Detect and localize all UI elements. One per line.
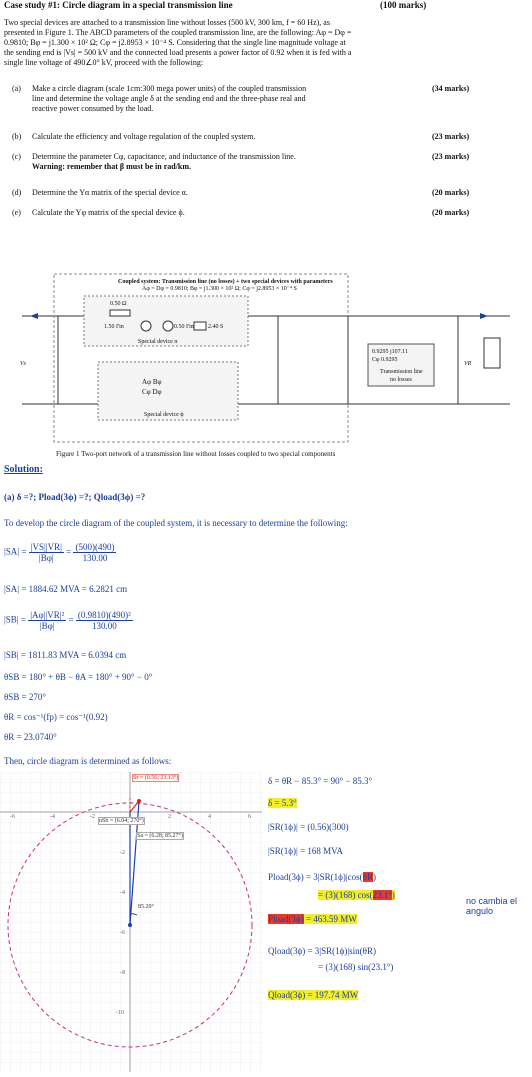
vs-label: Vs xyxy=(20,361,26,367)
pload-substitution: = (3)(168) cos(23.1°) xyxy=(318,890,395,900)
question-marks: (23 marks) xyxy=(432,132,470,141)
solution-heading: Solution: xyxy=(4,464,43,475)
sr-value: |SR(1ϕ)| = 168 MVA xyxy=(268,846,344,856)
tl-matrix-row2: Cφ 0.9295 xyxy=(372,357,398,363)
y-tick: -6 xyxy=(120,930,125,936)
question-line: line and determine the voltage angle δ at the sending end and the three-phase real and xyxy=(32,94,306,103)
case-title: Case study #1: Circle diagram in a special transmission line xyxy=(4,0,233,10)
sa-point-label: Sa = (6.28; 85.27°) xyxy=(137,833,183,839)
intro-line: Two special devices are attached to a transmission line without losses (500 kV, 300 km, f = 60 Hz), as xyxy=(4,18,330,27)
theta-r-value: θR = 23.0740° xyxy=(4,732,57,742)
y-tick: -4 xyxy=(120,890,125,896)
question-letter: (a) xyxy=(12,84,21,93)
question-line: Make a circle diagram (scale 1cm:300 mega power units) of the coupled transmission xyxy=(32,84,307,93)
sr-formula: |SR(1ϕ)| = (0.56)(300) xyxy=(268,822,349,832)
resistor-label: 0.50 Ω xyxy=(110,301,127,307)
tl-matrix-row1: 0.9295 j107.11 xyxy=(372,349,408,355)
theta-r-formula: θR = cos⁻¹(fp) = cos⁻¹(0.92) xyxy=(4,712,108,722)
sa-result: |SA| = 1884.62 MVA = 6.2821 cm xyxy=(4,584,128,594)
theta-sb-value: θSB = 270° xyxy=(4,692,46,702)
question-line: Calculate the efficiency and voltage regulation of the coupled system. xyxy=(32,132,256,141)
sr-point-label: Sr = (0.56; 23.13°) xyxy=(133,775,179,781)
question-line: Warning: remember that β must be in rad/km. xyxy=(32,162,192,171)
tl-caption-2: no losses xyxy=(390,377,412,383)
intro-line: presented in Figure 1. The ABCD parameters of the coupled transmission line, are the following: Aφ = Dφ = xyxy=(4,28,352,37)
figure-caption: Figure 1 Two-port network of a transmission line without losses coupled to two special components xyxy=(56,450,336,458)
circle-diagram xyxy=(0,772,262,1072)
x-tick: 6 xyxy=(248,814,251,820)
intro-line: 0.9810; Bφ = j1.300 × 10² Ω; Cφ = j2.8953 × 10⁻⁴ S. Considering that the single line magnitude voltage at xyxy=(4,38,346,47)
question-marks: (20 marks) xyxy=(432,208,470,217)
delta-value: δ = 5.3° xyxy=(268,798,297,808)
current-source-label: 0.50 I'in xyxy=(174,324,194,330)
question-letter: (c) xyxy=(12,152,21,161)
qload-value: Qload(3ϕ) = 197.74 MW xyxy=(268,990,359,1000)
intro-paragraph xyxy=(4,18,524,68)
x-tick: 2 xyxy=(168,814,171,820)
question-text xyxy=(32,188,412,198)
admittance-label: 2.40 S xyxy=(208,324,224,330)
question-text xyxy=(32,84,412,114)
question-letter: (d) xyxy=(12,188,22,197)
delta-formula: δ = θR − 85.3° = 90° − 85.3° xyxy=(268,776,373,786)
sb-formula: |SB| = $\frac{\text{|Aφ||VR|²}}{|B\varphi|}$ = $\frac{\text{(0.9810)(490)²}}{130.00}$ xyxy=(4,610,131,631)
pload-value: Pload(3ϕ) = 463.59 MW xyxy=(268,914,357,924)
part-a-heading: (a) δ =?; Pload(3ϕ) =?; Qload(3ϕ) =? xyxy=(4,492,146,502)
two-port-network-diagram xyxy=(18,272,514,448)
question-line: Calculate the Yφ matrix of the special device ϕ. xyxy=(32,208,185,217)
x-tick: -4 xyxy=(50,814,55,820)
figure-header-2: Aφ = Dφ = 0.9810; Bφ = j1.300 × 10² Ω; Cφ = j2.8953 × 10⁻⁴ S xyxy=(142,286,297,292)
x-tick: -2 xyxy=(90,814,95,820)
question-marks: (20 marks) xyxy=(432,188,470,197)
vr-label: VR xyxy=(464,361,472,367)
qload-formula: Qload(3ϕ) = 3|SR(1ϕ)|sin(θR) xyxy=(268,946,376,956)
y-tick: -2 xyxy=(120,850,125,856)
question-line: Determine the parameter Cφ, capacitance, and inductance of the transmission line. xyxy=(32,152,296,161)
question-letter: (b) xyxy=(12,132,22,141)
qload-substitution: = (3)(168) sin(23.1°) xyxy=(318,962,394,972)
then-text: Then, circle diagram is determined as follows: xyxy=(4,756,172,766)
question-text xyxy=(32,152,412,172)
question-letter: (e) xyxy=(12,208,21,217)
intro-line: the sending end is |Vs| = 500 kV and the connected load presents a power factor of 0.92 when it is fed with a xyxy=(4,48,352,57)
y-tick: -8 xyxy=(120,970,125,976)
device-phi-label: Special device ϕ xyxy=(144,412,184,418)
source-label: 1.50 I'in xyxy=(104,324,124,330)
handwritten-note: no cambia el angulo xyxy=(466,896,518,916)
y-tick: -10 xyxy=(116,1010,124,1016)
x-tick: 4 xyxy=(208,814,211,820)
pload-formula: Pload(3ϕ) = 3|SR(1ϕ)|cos(θR) xyxy=(268,872,376,882)
solution-intro: To develop the circle diagram of the coupled system, it is necessary to determine the following: xyxy=(4,518,348,528)
matrix-phi-row1: Aφ Bφ xyxy=(142,378,162,386)
tl-caption-1: Transmission line xyxy=(380,369,423,375)
sa-formula: |SA| = $\frac{|VS||VR|}{|B\varphi|}$ = $\frac{(500)(490)}{130.00}$ xyxy=(4,542,115,563)
theta-sb-formula: θSB = 180° + θB − θA = 180° + 90° − 0° xyxy=(4,672,153,682)
question-marks: (34 marks) xyxy=(432,84,470,93)
matrix-phi-row2: Cφ Dφ xyxy=(142,388,162,396)
question-line: reactive power consumed by the load. xyxy=(32,104,154,113)
question-text xyxy=(32,132,412,142)
total-marks: (100 marks) xyxy=(380,0,427,10)
device-alpha-label: Special device α xyxy=(138,339,178,345)
sb-result: |SB| = 1811.83 MVA = 6.0394 cm xyxy=(4,650,127,660)
x-tick: -6 xyxy=(10,814,15,820)
question-text xyxy=(32,208,412,218)
question-marks: (23 marks) xyxy=(432,152,470,161)
angle-label: 85.20° xyxy=(138,904,154,910)
nsb-point-label: nSb = (6.04; 270°) xyxy=(99,818,144,824)
intro-line: single line voltage of 490∠0° kV, proceed with the following: xyxy=(4,58,204,67)
figure-1 xyxy=(18,272,514,448)
question-line: Determine the Yα matrix of the special device α. xyxy=(32,188,188,197)
figure-header-1: Coupled system: Transmission line (no losses) + two special devices with parameters xyxy=(118,279,333,285)
